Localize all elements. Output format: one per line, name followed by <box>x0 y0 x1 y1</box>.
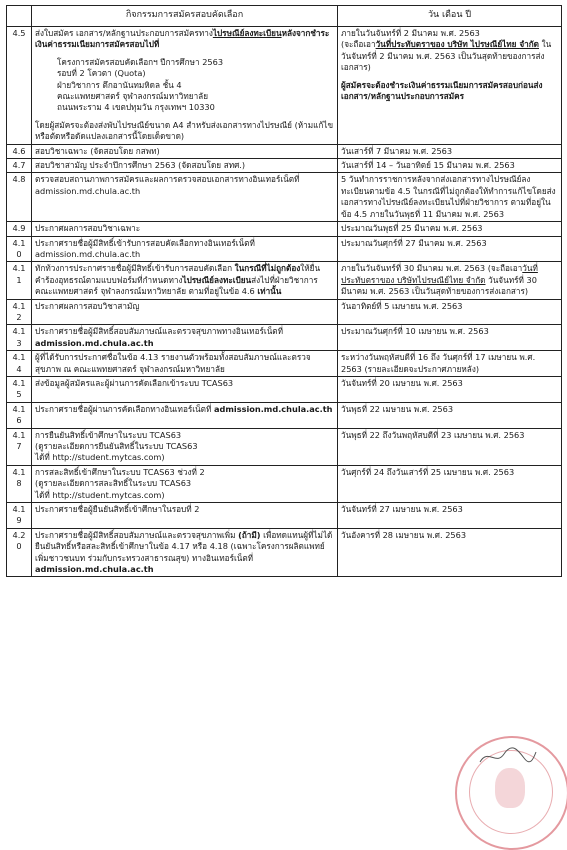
bold-text: ผู้สมัครจะต้องชำระเงินค่าธรรมเนียมการสมัครสอบก่อนส่งเอกสาร/หลักฐานประกอบการสมัคร <box>341 79 543 102</box>
text: (จะถือเอา <box>341 39 376 50</box>
bold-text: admission.md.chula.ac.th <box>35 337 154 348</box>
address-line: คณะแพทยศาสตร์ จุฬาลงกรณ์มหาวิทยาลัย <box>57 91 209 102</box>
row-activity <box>32 528 338 577</box>
bold-text: หลังจากชำระเงินค่าธรรมเนียมการสมัครสอบไปที่ <box>35 28 330 50</box>
address-line: รอบที่ 2 โควตา (Quota) <box>57 68 146 79</box>
row-number: 4.13 <box>7 325 32 351</box>
row-activity: ประกาศรายชื่อผู้ยืนยันสิทธิ์เข้าศึกษาในรอบที่ 2 <box>32 503 338 529</box>
row-date: วันเสาร์ที่ 14 – วันอาทิตย์ 15 มีนาคม พ.ศ. 2563 <box>338 159 562 173</box>
table-row <box>7 376 562 402</box>
table-row <box>7 236 562 262</box>
table-row <box>7 351 562 377</box>
schedule-table <box>6 5 562 577</box>
address-line: ฝ่ายวิชาการ ตึกอานันทมหิดล ชั้น 4 <box>57 79 182 90</box>
text: ประกาศรายชื่อผู้มีสิทธิ์สอบสัมภาษณ์และตรวจสุขภาพเพิ่ม <box>35 529 239 540</box>
table-row <box>7 428 562 465</box>
row-activity <box>32 27 338 145</box>
row-activity: ตรวจสอบสถานภาพการสมัครและผลการตรวจสอบเอกสารทางอินเทอร์เน็ตที่ admission.md.chula.ac.th <box>32 173 338 222</box>
table-row <box>7 144 562 158</box>
signature-mark <box>478 744 538 768</box>
row-number: 4.10 <box>7 236 32 262</box>
row-number: 4.11 <box>7 262 32 299</box>
row-date: วันศุกร์ที่ 24 ถึงวันเสาร์ที่ 25 เมษายน พ.ศ. 2563 <box>338 465 562 502</box>
row-number: 4.5 <box>7 27 32 145</box>
row-activity: สอบวิชาสามัญ ประจำปีการศึกษา 2563 (จัดสอบโดย สทศ.) <box>32 159 338 173</box>
table-row <box>7 262 562 299</box>
row-number: 4.8 <box>7 173 32 222</box>
table-row <box>7 503 562 529</box>
row-date: วันอังคารที่ 28 เมษายน พ.ศ. 2563 <box>338 528 562 577</box>
row-number: 4.16 <box>7 402 32 428</box>
row-number: 4.12 <box>7 299 32 325</box>
row-date: ประมาณวันพุธที่ 25 มีนาคม พ.ศ. 2563 <box>338 222 562 236</box>
table-row <box>7 159 562 173</box>
row-date: วันเสาร์ที่ 7 มีนาคม พ.ศ. 2563 <box>338 144 562 158</box>
seal-emblem <box>495 768 525 808</box>
row-number: 4.7 <box>7 159 32 173</box>
text: เพื่อทดแทนผู้ที่ไม่ได้ยืนยันสิทธิ์หรือสละสิทธิ์เข้าศึกษาในข้อ 4.17 หรือ 4.18 (เฉพาะโครงการผลิตแพทย์เพิ่มชาวชนบท ร่วมกับกระทรวงสาธารณสุข) ทางอินเทอร์เน็ตที่ <box>35 529 333 563</box>
table-row <box>7 27 562 145</box>
row-date: ระหว่างวันพฤหัสบดีที่ 16 ถึง วันศุกร์ที่ 17 เมษายน พ.ศ. 2563 (รายละเอียดจะประกาศภายหลัง) <box>338 351 562 377</box>
note-text: โดยผู้สมัครจะต้องส่งพับไปรษณีย์ขนาด A4 สำหรับส่งเอกสารทางไปรษณีย์ (ห้ามแก้ไขหรือตัดหรือดัดแปลงเอกสารนี้โดยเด็ดขาด) <box>35 119 334 142</box>
row-date: วันพุธที่ 22 ถึงวันพฤหัสบดีที่ 23 เมษายน พ.ศ. 2563 <box>338 428 562 465</box>
bold-text: ไปรษณีย์ลงทะเบียน <box>182 274 252 285</box>
row-number: 4.9 <box>7 222 32 236</box>
table-row <box>7 465 562 502</box>
row-number: 4.6 <box>7 144 32 158</box>
row-number: 4.15 <box>7 376 32 402</box>
underlined-text: วันที่ประทับตราของ บริษัทไปรษณีย์ไทย จำกัด <box>341 263 538 285</box>
text: ทักท้วงการประกาศรายชื่อผู้มีสิทธิ์เข้ารับการสอบคัดเลือก <box>35 263 235 274</box>
text: การสละสิทธิ์เข้าศึกษาในระบบ TCAS63 ช่วงที่ 2 <box>35 466 205 477</box>
row-activity <box>32 325 338 351</box>
row-number: 4.17 <box>7 428 32 465</box>
row-activity <box>32 402 338 428</box>
bold-text: (ถ้ามี) <box>238 529 261 540</box>
bold-text: เท่านั้น <box>257 286 282 297</box>
underlined-text: วันที่ประทับตราของ บริษัท ไปรษณีย์ไทย จำกัด <box>375 39 540 50</box>
table-row <box>7 299 562 325</box>
text: ให้ยื่นคำร้องอุทธรณ์ตามแบบฟอร์มที่กำหนดทาง <box>35 263 321 285</box>
bold-text: admission.md.chula.ac.th <box>35 564 154 575</box>
text: การยืนยันสิทธิ์เข้าศึกษาในระบบ TCAS63 <box>35 429 182 440</box>
text: ภายในวันจันทร์ที่ 2 มีนาคม พ.ศ. 2563 <box>341 28 480 38</box>
row-date <box>338 27 562 145</box>
text: ได้ที่ http://student.mytcas.com) <box>35 452 165 463</box>
text: ประกาศรายชื่อผู้ผ่านการคัดเลือกทางอินเทอร์เน็ตที่ <box>35 403 214 414</box>
address-line: ถนนพระราม 4 เขตปทุมวัน กรุงเทพฯ 10330 <box>57 102 215 113</box>
row-activity: ประกาศรายชื่อผู้มีสิทธิ์เข้ารับการสอบคัดเลือกทางอินเทอร์เน็ตที่ admission.md.chula.ac.th <box>32 236 338 262</box>
row-date: 5 วันทำการราชการหลังจากส่งเอกสารทางไปรษณีย์ลงทะเบียนตามข้อ 4.5 ในกรณีที่ไม่ถูกต้องให้ทำการแก้ไขโดยส่งเอกสารทางไปรษณีย์ลงทะเบียนไปที่ฝ่ายวิชาการ ตามที่อยู่ในข้อ 4.5 ภายในวันพุธที่ 11 มีนาคม พ.ศ. 2563 <box>338 173 562 222</box>
table-row <box>7 173 562 222</box>
table-row <box>7 325 562 351</box>
row-activity: ผู้ที่ได้รับการประกาศชื่อในข้อ 4.13 รายงานตัวพร้อมทั้งสอบสัมภาษณ์และตรวจสุขภาพ ณ คณะแพทยศาสตร์ จุฬาลงกรณ์มหาวิทยาลัย <box>32 351 338 377</box>
address-line: โครงการสมัครสอบคัดเลือกฯ ปีการศึกษา 2563 <box>57 56 224 67</box>
text: ในวันจันทร์ที่ 2 มีนาคม พ.ศ. 2563 เป็นวันสุดท้ายของการส่งเอกสาร) <box>341 39 552 73</box>
header-activity: กิจกรรมการสมัครสอบคัดเลือก <box>32 6 338 27</box>
header-date: วัน เดือน ปี <box>338 6 562 27</box>
row-activity <box>32 465 338 502</box>
row-date: วันอาทิตย์ที่ 5 เมษายน พ.ศ. 2563 <box>338 299 562 325</box>
row-number: 4.20 <box>7 528 32 577</box>
row-number: 4.18 <box>7 465 32 502</box>
row-number: 4.14 <box>7 351 32 377</box>
row-activity: ประกาศผลการสอบวิชาเฉพาะ <box>32 222 338 236</box>
header-no <box>7 6 32 27</box>
text: วันจันทร์ที่ 30 มีนาคม พ.ศ. 2563 เป็นวันสุดท้ายของการส่งเอกสาร) <box>341 274 537 297</box>
bold-text: ในกรณีที่ไม่ถูกต้อง <box>234 263 301 274</box>
text: ได้ที่ http://student.mytcas.com) <box>35 489 165 500</box>
table-row <box>7 528 562 577</box>
row-date: วันจันทร์ที่ 27 เมษายน พ.ศ. 2563 <box>338 503 562 529</box>
header-row <box>7 6 562 27</box>
underlined-text: ไปรษณีย์ลงทะเบียน <box>212 28 282 38</box>
bold-text: admission.md.chula.ac.th <box>213 403 333 414</box>
row-activity: สอบวิชาเฉพาะ (จัดสอบโดย กสพท) <box>32 144 338 158</box>
row-activity <box>32 262 338 299</box>
text: ประกาศรายชื่อผู้มีสิทธิ์สอบสัมภาษณ์และตรวจสุขภาพทางอินเทอร์เน็ตที่ <box>35 326 284 337</box>
table-row <box>7 222 562 236</box>
table-row <box>7 402 562 428</box>
row-date: วันจันทร์ที่ 20 เมษายน พ.ศ. 2563 <box>338 376 562 402</box>
text: (ดูรายละเอียดการยืนยันสิทธิ์ในระบบ TCAS63 <box>35 441 198 451</box>
row-date: ประมาณวันศุกร์ที่ 10 เมษายน พ.ศ. 2563 <box>338 325 562 351</box>
row-date: ประมาณวันศุกร์ที่ 27 มีนาคม พ.ศ. 2563 <box>338 236 562 262</box>
row-activity: ส่งข้อมูลผู้สมัครและผู้ผ่านการคัดเลือกเข้าระบบ TCAS63 <box>32 376 338 402</box>
text: (ดูรายละเอียดการสละสิทธิ์ในระบบ TCAS63 <box>35 478 192 489</box>
text: ภายในวันจันทร์ที่ 30 มีนาคม พ.ศ. 2563 (จะถือเอา <box>341 263 523 274</box>
row-activity: ประกาศผลการสอบวิชาสามัญ <box>32 299 338 325</box>
text: ส่งใบสมัคร เอกสาร/หลักฐานประกอบการสมัครทาง <box>35 28 213 38</box>
row-date <box>338 262 562 299</box>
text: ส่งไปที่ฝ่ายวิชาการ คณะแพทยศาสตร์ จุฬาลงกรณ์มหาวิทยาลัย ตามที่อยู่ในข้อ 4.6 <box>35 274 318 297</box>
row-number: 4.19 <box>7 503 32 529</box>
row-activity <box>32 428 338 465</box>
row-date: วันพุธที่ 22 เมษายน พ.ศ. 2563 <box>338 402 562 428</box>
